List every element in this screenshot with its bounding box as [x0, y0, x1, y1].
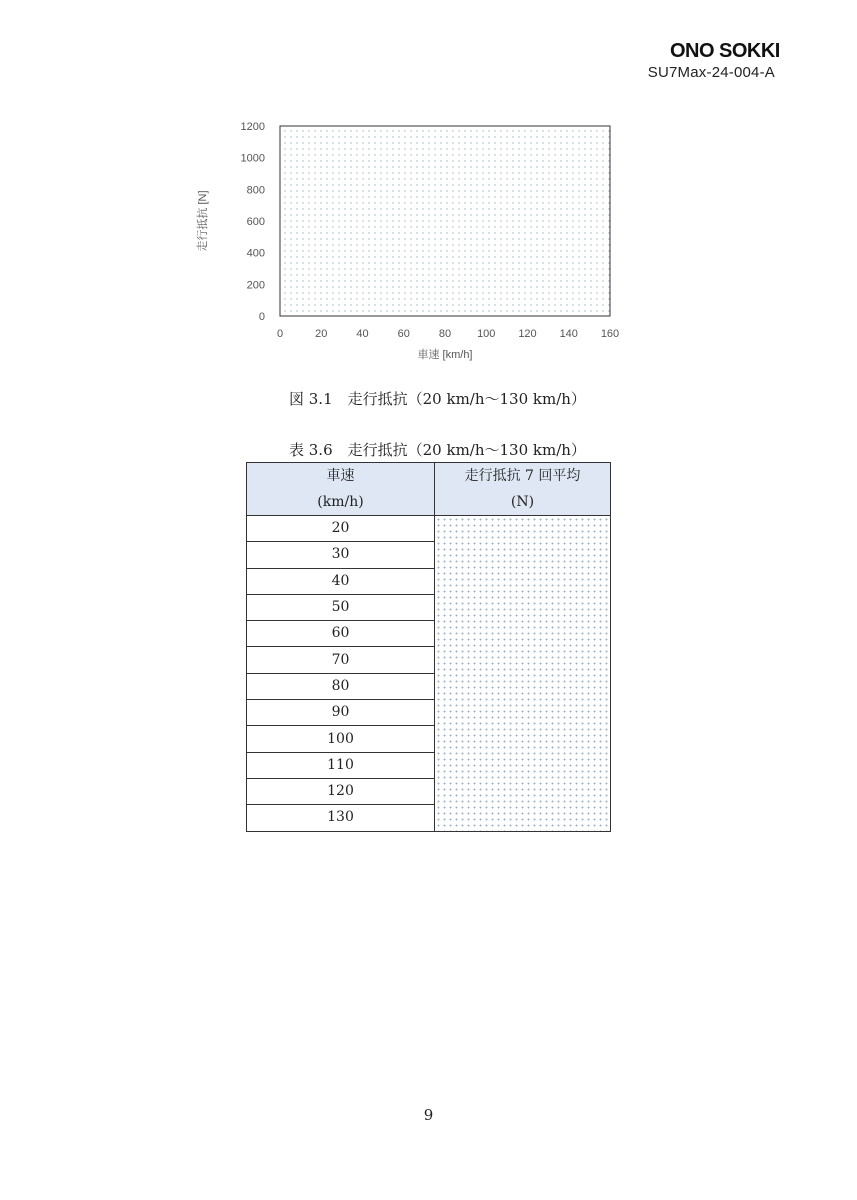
speed-cell: 80	[247, 673, 435, 699]
y-tick-label: 400	[246, 247, 265, 260]
y-axis-ticks	[241, 121, 265, 323]
y-tick-label: 600	[246, 216, 265, 228]
speed-cell: 40	[247, 568, 435, 594]
speed-cell: 30	[247, 542, 435, 568]
x-tick-label: 120	[518, 328, 537, 340]
ono-sokki-logo	[670, 36, 780, 64]
y-tick-label: 0	[258, 311, 265, 323]
speed-cell: 90	[247, 700, 435, 726]
plot-area	[280, 126, 610, 316]
page-number: 9	[423, 1106, 434, 1124]
document-id: SU7Max-24-004-A	[647, 64, 775, 81]
speed-cell: 70	[247, 647, 435, 673]
x-tick-label: 40	[356, 328, 369, 340]
x-tick-label: 60	[397, 328, 410, 340]
y-tick-label: 200	[246, 279, 265, 292]
x-axis-ticks	[277, 328, 619, 340]
speed-cell: 20	[247, 516, 435, 542]
figure-caption: 図 3.1 走行抵抗（20 km/h～130 km/h）	[289, 390, 586, 408]
x-tick-label: 100	[477, 328, 496, 340]
x-tick-label: 80	[438, 328, 452, 340]
table-row	[247, 516, 611, 542]
resistance-header-line1: 走行抵抗 7 回平均	[464, 468, 581, 484]
speed-cell: 120	[247, 778, 435, 804]
speed-header-line2: (km/h)	[317, 494, 364, 510]
x-axis-label: 車速 [km/h]	[417, 349, 473, 361]
svg-text:SOKKI: SOKKI	[719, 40, 780, 62]
speed-cell: 60	[247, 621, 435, 647]
running-resistance-chart	[180, 110, 640, 370]
y-tick-label: 1000	[240, 152, 265, 165]
y-tick-label: 800	[246, 184, 265, 197]
x-tick-label: 140	[559, 328, 578, 340]
y-tick-label: 1200	[240, 121, 265, 133]
x-tick-label: 160	[600, 328, 620, 340]
resistance-header-line2: (N)	[510, 494, 535, 510]
y-axis-label: 走行抵抗 [N]	[197, 190, 209, 252]
resistance-column-header	[435, 463, 611, 516]
x-tick-label: 0	[276, 328, 284, 340]
speed-column-header	[247, 463, 435, 516]
resistance-values-placeholder	[435, 516, 611, 832]
speed-cell: 130	[247, 805, 435, 831]
running-resistance-table	[246, 462, 611, 832]
x-tick-label: 20	[315, 328, 328, 340]
speed-cell: 110	[247, 752, 435, 778]
speed-cell: 50	[247, 594, 435, 620]
speed-header-line1: 車速	[326, 468, 355, 484]
svg-text:ONO: ONO	[670, 40, 715, 62]
table-caption: 表 3.6 走行抵抗（20 km/h～130 km/h）	[289, 441, 586, 459]
speed-cell: 100	[247, 726, 435, 752]
